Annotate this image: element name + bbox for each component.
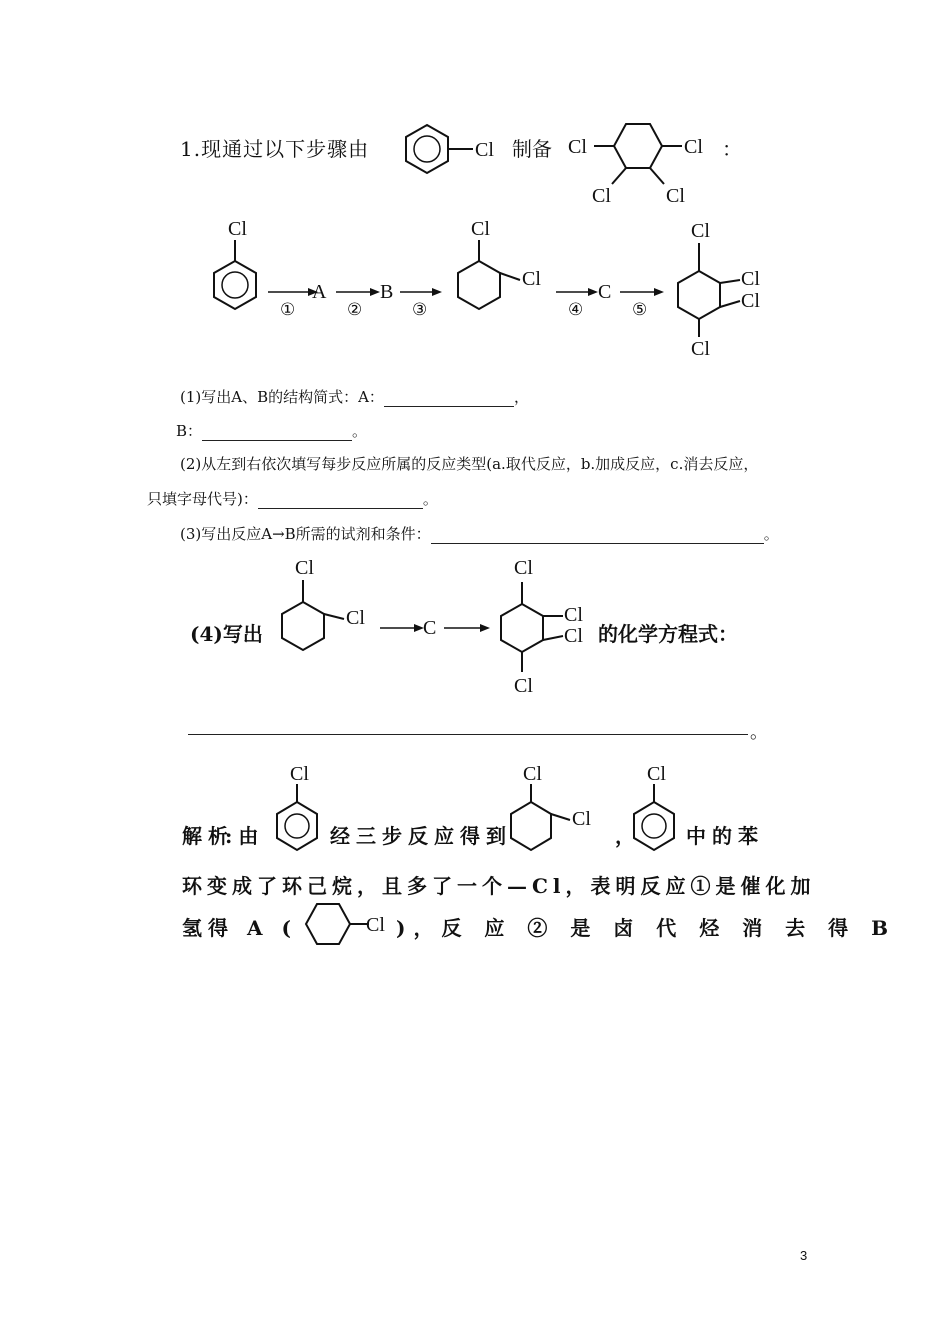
part2-line2 [147, 488, 438, 509]
analysis-line2: 环变成了环己烷，且多了一个—Cl，表明反应①是催化加 [182, 874, 816, 898]
svg-text:④: ④ [568, 300, 584, 319]
reaction-scheme [200, 215, 800, 365]
svg-text:Cl: Cl [741, 268, 760, 290]
analysis-title: 解析 [182, 824, 234, 848]
period: 。 [763, 525, 779, 543]
dichlorocyclohexane-structure [282, 557, 365, 650]
analysis-line3-b: )，反 应 ② 是 卤 代 烃 消 去 得 B [396, 916, 896, 940]
part4-prefix: (4)写出 [190, 622, 263, 646]
dichlorocyclohexane-structure-analysis [500, 762, 610, 862]
chlorobenzene-structure [214, 218, 256, 309]
part2-label: 只填字母代号)： [147, 490, 258, 508]
analysis-line1-c: ， [615, 824, 641, 848]
svg-text:Cl: Cl [564, 625, 583, 647]
svg-text:Cl: Cl [564, 604, 583, 626]
chlorocyclohexane-structure-analysis [293, 898, 393, 952]
tetrachlorocyclohexane-structure-title [568, 118, 738, 213]
analysis-line1-b: 经三步反应得到 [330, 824, 512, 848]
answer-line-equation[interactable] [188, 733, 748, 735]
answer-blank-reaction-types[interactable] [258, 492, 423, 509]
tetrachlorocyclohexane-structure [678, 220, 760, 360]
atom-label-cl: Cl [666, 185, 685, 207]
part1-line [180, 386, 529, 407]
part2-line1: (2)从左到右依次填写每步反应所属的反应类型(a.取代反应，b.加成反应，c.消去反应， [180, 455, 759, 473]
arrow-step-3 [400, 288, 442, 319]
intermediate-c: C [423, 617, 437, 639]
dichlorocyclohexane-structure [458, 218, 541, 309]
svg-text:Cl: Cl [523, 763, 542, 785]
chlorobenzene-structure-analysis-2 [625, 762, 685, 862]
arrow-step-4 [556, 288, 598, 319]
question-intro-prefix: 1.现通过以下步骤由 [180, 137, 370, 161]
answer-blank-b[interactable] [202, 424, 352, 441]
part3-line [180, 523, 779, 544]
svg-text:Cl: Cl [647, 763, 666, 785]
svg-text:Cl: Cl [691, 220, 710, 242]
atom-label-cl: Cl [592, 185, 611, 207]
answer-blank-reagents[interactable] [431, 527, 764, 544]
svg-text:Cl: Cl [741, 290, 760, 312]
intermediate-c: C [598, 281, 612, 303]
part3-label: (3)写出反应A→B所需的试剂和条件： [180, 525, 431, 543]
atom-label-cl: Cl [568, 136, 587, 158]
chlorobenzene-structure-analysis [268, 762, 328, 862]
arrow-step-5 [620, 288, 664, 319]
question-intro-suffix: ： [722, 137, 742, 161]
svg-text:Cl: Cl [514, 557, 533, 579]
arrow-step-2 [336, 288, 380, 319]
svg-text:Cl: Cl [514, 675, 533, 697]
part1-comma: ， [513, 388, 529, 406]
part1-b-line [176, 420, 367, 441]
intermediate-a: A [312, 281, 327, 303]
svg-text:Cl: Cl [691, 338, 710, 360]
answer-blank-a[interactable] [384, 390, 514, 407]
part1-b-label: B： [176, 422, 203, 440]
atom-label-cl: Cl [475, 139, 494, 161]
svg-text:③: ③ [412, 300, 428, 319]
period: 。 [750, 722, 768, 743]
period: 。 [352, 422, 368, 440]
svg-text:⑤: ⑤ [632, 300, 648, 319]
period: 。 [422, 490, 438, 508]
intermediate-b: B [380, 281, 394, 303]
svg-text:Cl: Cl [522, 268, 541, 290]
svg-text:Cl: Cl [366, 914, 385, 936]
svg-text:Cl: Cl [228, 218, 247, 240]
atom-label-cl: Cl [684, 136, 703, 158]
svg-text:①: ① [280, 300, 296, 319]
svg-text:Cl: Cl [572, 808, 591, 830]
chlorobenzene-structure-title [405, 120, 515, 180]
svg-text:Cl: Cl [290, 763, 309, 785]
svg-text:②: ② [347, 300, 363, 319]
part1-label: (1)写出A、B的结构简式：A： [180, 388, 384, 406]
part4-suffix: 的化学方程式： [598, 622, 738, 646]
part4-equation-structures [270, 552, 610, 702]
svg-text:Cl: Cl [346, 607, 365, 629]
analysis-line1-d: 中的苯 [686, 824, 764, 848]
arrow-step-1 [268, 288, 318, 319]
svg-text:Cl: Cl [471, 218, 490, 240]
svg-text:Cl: Cl [295, 557, 314, 579]
page-number: 3 [800, 1248, 808, 1263]
tetrachlorocyclohexane-structure [501, 557, 583, 697]
analysis-line3-a: 氢得 A ( [182, 916, 297, 940]
question-intro-middle: 制备 [512, 137, 552, 161]
analysis-line1-a: :由 [225, 824, 265, 848]
